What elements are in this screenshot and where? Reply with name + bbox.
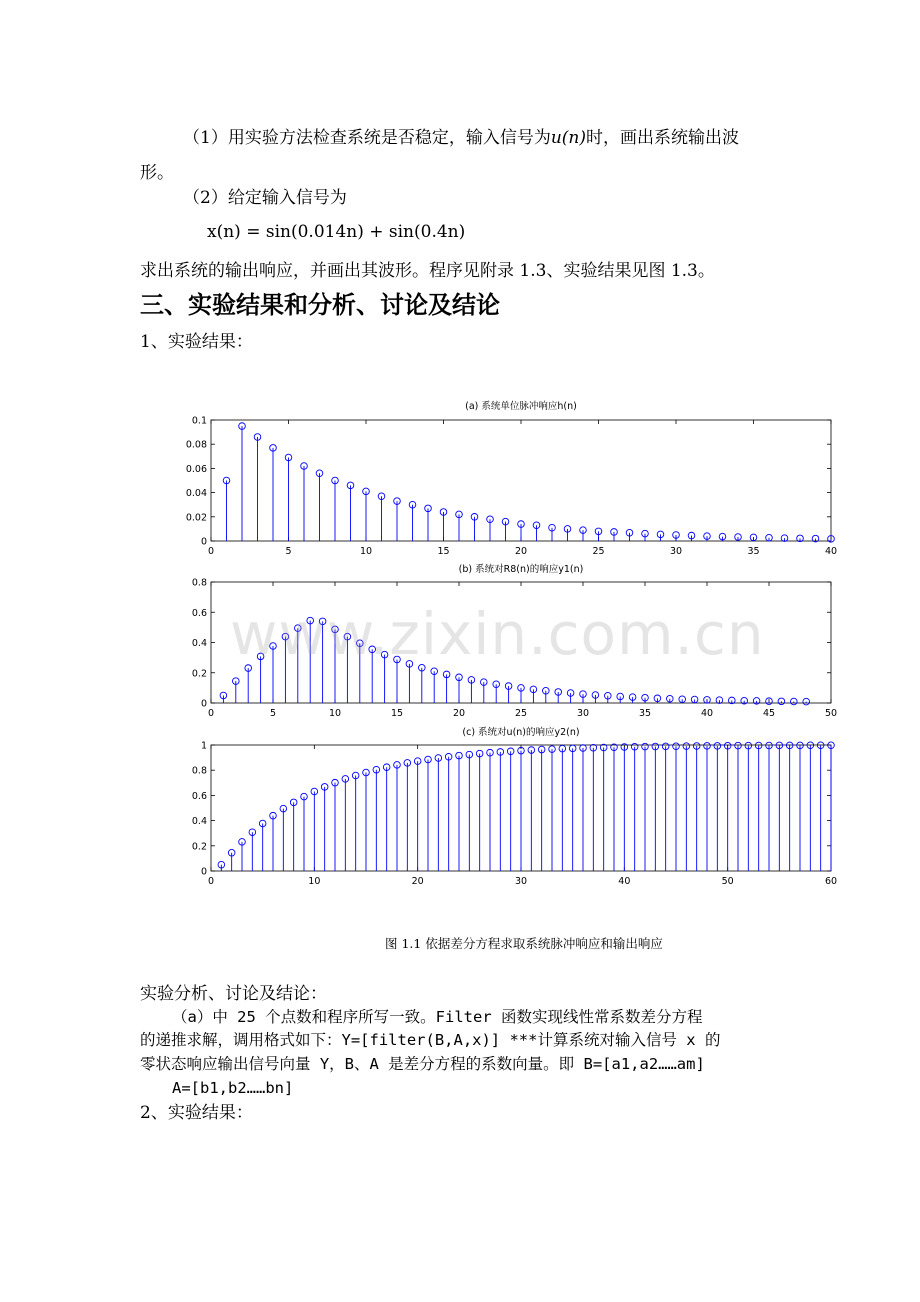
watermark: www.zixin.com.cn — [230, 600, 765, 668]
y-tick-label: 0.2 — [191, 841, 207, 853]
paragraph-2-line: （2）给定输入信号为 — [183, 188, 347, 208]
result-2-label: 2、实验结果： — [140, 1103, 253, 1123]
y-tick-label: 0 — [200, 866, 207, 878]
paragraph-3-line: 求出系统的输出响应，并画出其波形。程序见附录 1.3、实验结果见图 1.3。 — [140, 261, 715, 281]
result-1-label: 1、实验结果： — [140, 332, 253, 352]
analysis-line-4: A=[b1,b2……bn] — [172, 1079, 294, 1097]
x-tick-label: 25 — [592, 546, 605, 557]
y-tick-label: 0 — [200, 698, 207, 710]
paragraph-1-line-1 — [183, 127, 739, 149]
analysis-line-3: 零状态响应输出信号向量 Y，B、A 是差分方程的系数向量。即 B=[a1,a2……am] — [140, 1055, 705, 1073]
y-tick-label: 0.8 — [191, 765, 207, 777]
chart-a-title: (a) 系统单位脉冲响应h(n) — [465, 401, 577, 412]
x-tick-label: 35 — [747, 546, 760, 557]
y-tick-label: 0.2 — [191, 668, 207, 680]
y-tick-label: 1 — [200, 740, 207, 752]
y-tick-label: 0.4 — [191, 816, 207, 828]
x-tick-label: 25 — [514, 708, 528, 719]
x-tick-label: 60 — [824, 876, 838, 887]
analysis-line-2: 的递推求解，调用格式如下：Y=[filter(B,A,x)] ***计算系统对输入信号 x 的 — [140, 1031, 721, 1049]
y-tick-label: 0.02 — [185, 512, 207, 524]
x-tick-label: 5 — [269, 708, 277, 719]
x-tick-label: 40 — [618, 876, 631, 887]
x-tick-label: 50 — [721, 876, 734, 887]
analysis-line-1: （a）中 25 个点数和程序所写一致。Filter 函数实现线性常系数差分方程 — [172, 1008, 703, 1026]
x-tick-label: 0 — [207, 708, 215, 719]
x-tick-label: 45 — [762, 708, 776, 719]
chart-b-title: (b) 系统对R8(n)的响应y1(n) — [458, 564, 584, 575]
paragraph-1-line-2: 形。 — [140, 163, 174, 183]
y-tick-label: 0.8 — [191, 577, 207, 589]
x-tick-label: 35 — [638, 708, 652, 719]
x-tick-label: 15 — [437, 546, 450, 557]
x-tick-label: 20 — [411, 876, 424, 887]
chart-c-title: (c) 系统对u(n)的响应y2(n) — [462, 727, 580, 738]
paragraph-1-text-a: （1）用实验方法检查系统是否稳定，输入信号为 — [183, 128, 551, 148]
y-tick-label: 0.6 — [191, 607, 207, 619]
x-tick-label: 30 — [669, 546, 683, 557]
x-tick-label: 40 — [824, 546, 838, 557]
figure-caption: 图 1.1 依据差分方程求取系统脉冲响应和输出响应 — [385, 936, 663, 951]
chart-a — [186, 400, 837, 557]
y-tick-label: 0.6 — [191, 790, 207, 802]
x-tick-label: 10 — [308, 876, 321, 887]
x-tick-label: 30 — [514, 876, 528, 887]
paragraph-1-math: u(n) — [550, 128, 586, 148]
chart-c — [192, 726, 837, 887]
section-heading: 三、实验结果和分析、讨论及结论 — [140, 291, 500, 319]
y-tick-label: 0.04 — [185, 488, 207, 500]
x-tick-label: 20 — [452, 708, 466, 719]
x-tick-label: 10 — [328, 708, 342, 719]
x-tick-label: 40 — [700, 708, 714, 719]
x-tick-label: 0 — [207, 546, 215, 557]
y-tick-label: 0.4 — [191, 638, 207, 649]
x-tick-label: 20 — [514, 546, 528, 557]
x-tick-label: 0 — [207, 876, 215, 887]
x-tick-label: 30 — [576, 708, 590, 719]
y-tick-label: 0 — [200, 536, 207, 548]
y-tick-label: 0.08 — [185, 439, 207, 451]
analysis-label: 实验分析、讨论及结论： — [140, 984, 327, 1004]
equation: x(n) = sin(0.014n) + sin(0.4n) — [207, 222, 466, 242]
x-tick-label: 10 — [359, 546, 373, 557]
x-tick-label: 5 — [285, 546, 292, 557]
x-tick-label: 50 — [824, 708, 838, 719]
x-tick-label: 15 — [390, 708, 404, 719]
y-tick-label: 0.06 — [185, 463, 207, 475]
paragraph-1-text-b: 时，画出系统输出波 — [586, 128, 739, 148]
y-tick-label: 0.1 — [191, 415, 207, 427]
